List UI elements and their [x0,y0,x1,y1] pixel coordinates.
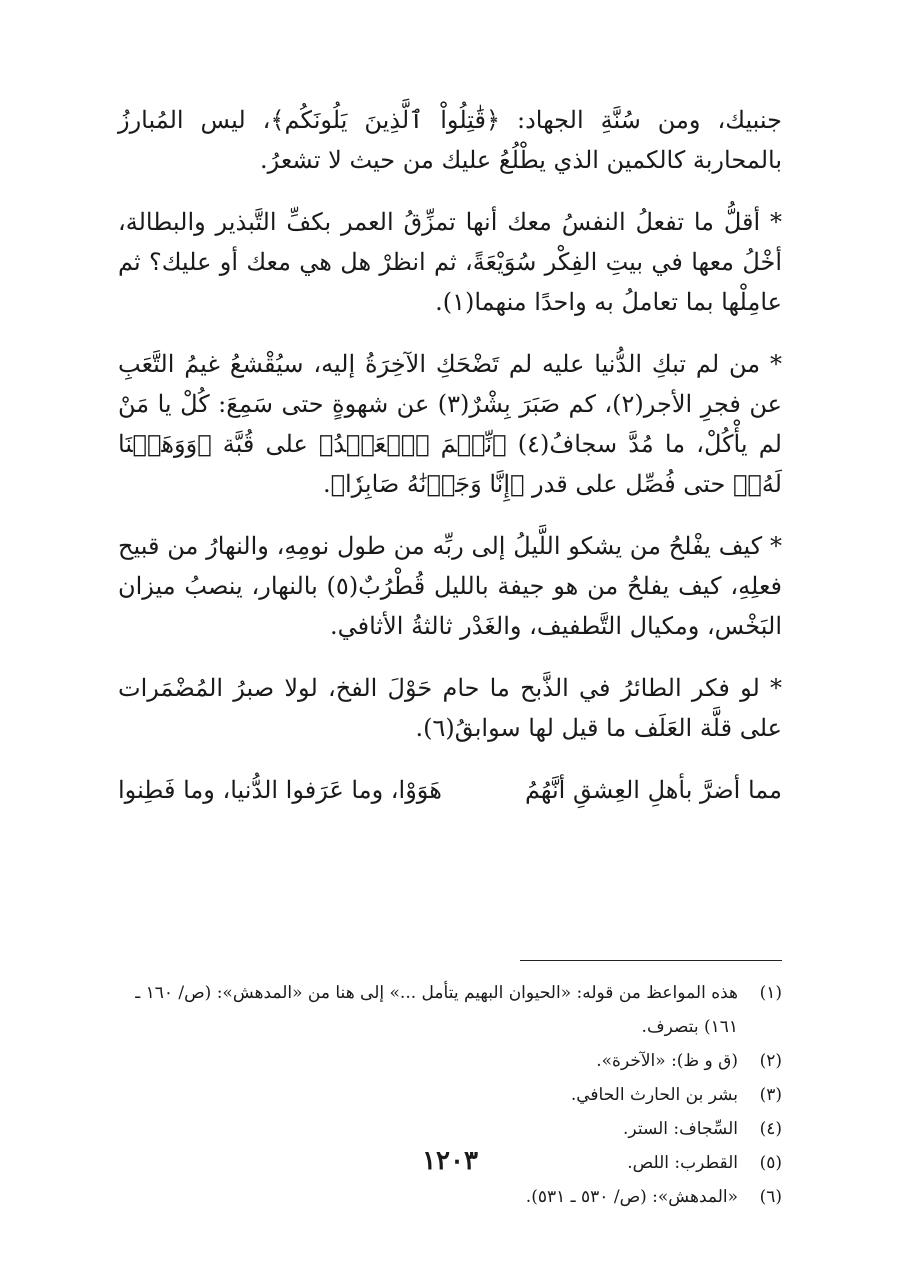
footnote-text: (ق و ظ): «الآخرة». [596,1051,738,1071]
footnote-item [118,1112,782,1146]
paragraph: جنبيك، ومن سُنَّةِ الجهاد: ﴿قَٰتِلُواْ ٱلَّذِينَ يَلُونَكُم﴾، ليس المُبارزُ بالمحاربة كالكمين الذي يطْلُعُ عليك من حيث لا تشعرُ. [118,106,782,174]
footnote-text: السِّجاف: الستر. [623,1119,738,1139]
paragraph: * من لم تبكِ الدُّنيا عليه لم تَضْحَكِ الآخِرَةُ إليه، سيُقْشعُ غيمُ التَّعَبِ عن فجرِ الأجر(٢)، كم صَبَرَ بِشْرٌ(٣) عن شهوةٍ حتى سَمِعَ: كُلْ يا مَنْ لم يأْكُلْ، ما مُدَّ سجافُ(٤) ﴿نِّعۡمَ ٱلۡعَبۡدُ﴾ على قُبَّة ﴿وَوَهَبۡنَا لَهُۥ﴾ حتى فُصِّل على قدر ﴿إِنَّا وَجَدۡنَٰهُ صَابِرٗا﴾. [118,350,782,498]
paragraph: * لو فكر الطائرُ في الذَّبح ما حام حَوْلَ الفخ، لولا صبرُ المُضْمَرات على قلَّة العَلَف ما قيل لها سوابقُ(٦). [118,674,782,742]
verse-first-hemistich: مما أضرَّ بأهلِ العِشقِ أنَّهُمُ [524,776,782,804]
page-number: ١٢٠٣ [422,1146,478,1176]
verse-second-hemistich: هَوَوْا، وما عَرَفوا الدُّنيا، وما فَطِنوا [118,776,442,804]
footnote-text: «المدهش»: (ص/ ٥٣٠ ـ ٥٣١). [525,1187,738,1207]
footnote-number: (١) [759,983,782,1003]
footnote-number: (٢) [759,1051,782,1071]
footnote-number: (٣) [759,1085,782,1105]
paragraph: * أقلُّ ما تفعلُ النفسُ معك أنها تمزِّقُ العمر بكفِّ التَّبذير والبطالة، أخْلُ معها في بيتِ الفِكْر سُوَيْعَةً، ثم انظرْ هل هي معك أو عليك؟ ثم عامِلْها بما تعاملُ به واحدًا منهما(١). [118,208,782,316]
footnote-text: هذه المواعظ من قوله: «الحيوان البهيم يتأمل ...» إلى هنا من «المدهش»: (ص/ ١٦٠ ـ ١٦١) بتصرف. [135,983,738,1037]
footnote-item [118,1044,782,1078]
footnote-item [118,1180,782,1214]
footnote-number: (٤) [759,1119,782,1139]
footnote-divider [520,960,782,961]
footnote-number: (٦) [759,1187,782,1207]
poetry-verse [118,770,782,810]
footnotes-list [118,976,782,1214]
footnote-text: بشر بن الحارث الحافي. [570,1085,738,1105]
footnote-item [118,1078,782,1112]
paragraph: * كيف يفْلحُ من يشكو اللَّيلُ إلى ربِّه من طول نومِهِ، والنهارُ من قبيح فعلِهِ، كيف يفلحُ من هو جيفة بالليل قُطْرُبٌ(٥) بالنهار، ينصبُ ميزان البَخْس، ومكيال التَّطفيف، والغَدْر ثالثةُ الأثافي. [118,532,782,640]
footnote-number: (٥) [759,1153,782,1173]
footnote-item [118,976,782,1044]
footnote-text: القطرب: اللص. [627,1153,738,1173]
